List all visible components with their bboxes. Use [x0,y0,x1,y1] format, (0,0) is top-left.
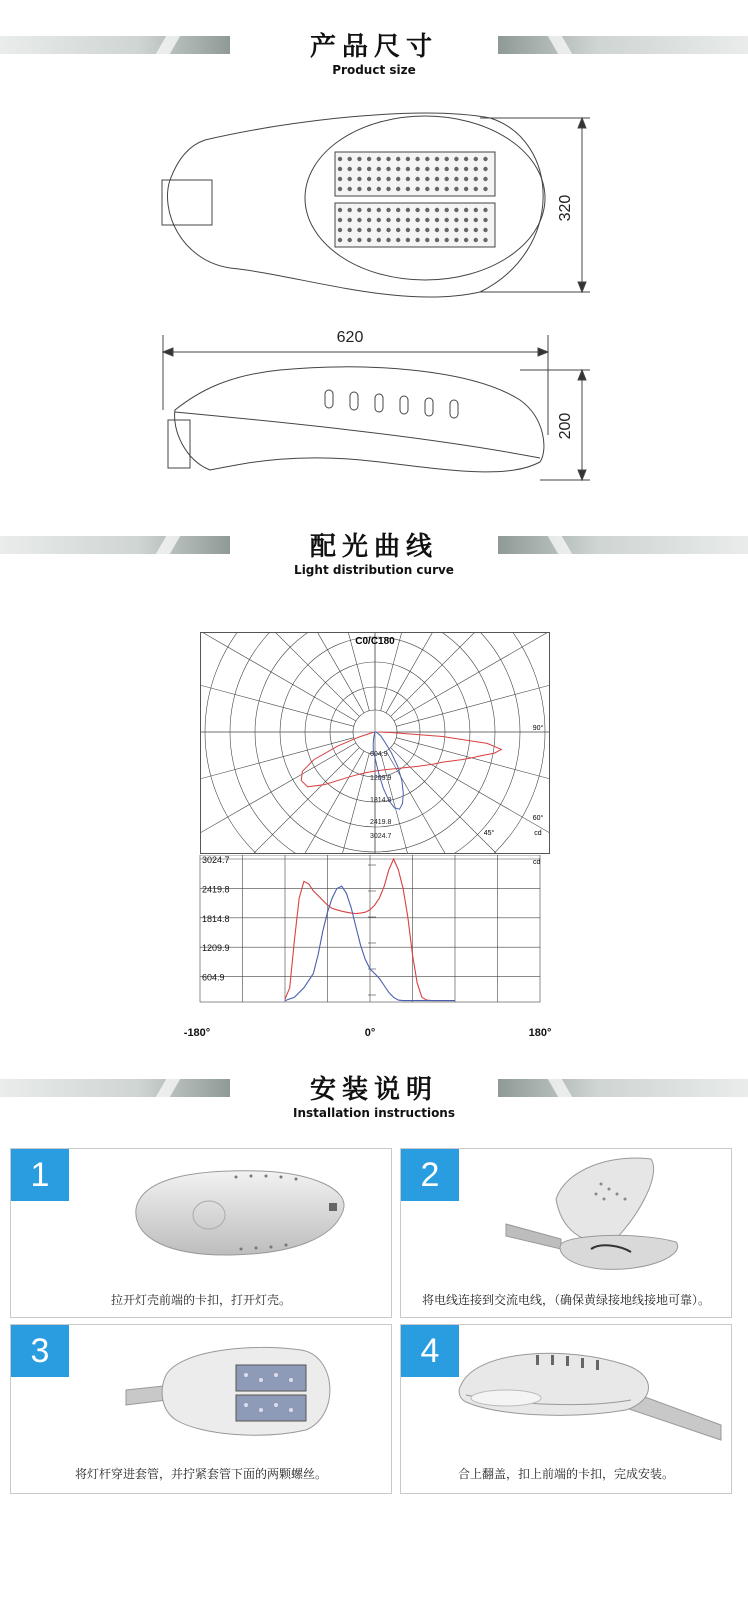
polar-title: C0/C180 [355,636,395,647]
section-title-en: Light distribution curve [294,563,454,577]
led-dot [348,238,352,242]
led-dot [406,228,410,232]
section-title-en: Product size [332,63,416,77]
led-dot [474,187,478,191]
lamp-side-view-outline [175,367,544,472]
led-dot [338,238,342,242]
led-dot [406,167,410,171]
step-caption: 拉开灯壳前端的卡扣，打开灯壳。 [110,1293,291,1307]
led-dot [464,157,468,161]
led-dot [377,238,381,242]
led-dot [425,208,429,212]
led-dot [435,208,439,212]
led-dot [396,157,400,161]
led-dot [386,187,390,191]
led-dot [396,218,400,222]
led-dot [377,167,381,171]
led-dot [425,167,429,171]
led-dot [396,177,400,181]
led-dot [377,208,381,212]
polar-unit: cd [534,830,542,837]
led-dot [425,238,429,242]
y-tick-label: 1814.8 [202,913,230,924]
led-dot [386,238,390,242]
dimension-width: 620 [336,329,364,346]
led-dot [454,218,458,222]
led-dot [474,167,478,171]
led-dot [357,157,361,161]
led-dot [348,228,352,232]
polar-ring-label: 604.9 [370,751,388,758]
section-title-cn: 配光曲线 [309,532,438,562]
led-dot [396,228,400,232]
led-dot [357,177,361,181]
dimension-depth: 320 [557,194,574,222]
led-dot [435,218,439,222]
step-number: 1 [11,1149,69,1201]
led-dot [454,228,458,232]
polar-ring-label: 1814.8 [370,797,392,804]
led-dot [454,167,458,171]
led-dot [464,208,468,212]
polar-angle-60: 60° [532,815,544,822]
polar-light-curve [200,632,550,854]
led-dot [338,228,342,232]
led-dot [415,218,419,222]
step-number: 2 [401,1149,459,1201]
led-dot [474,238,478,242]
step-panel-3 [10,1324,392,1494]
led-dot [483,187,487,191]
led-dot [338,167,342,171]
led-dot [464,238,468,242]
led-dot [386,157,390,161]
step-caption: 合上翻盖，扣上前端的卡扣，完成安装。 [457,1467,674,1481]
led-dot [396,238,400,242]
led-dot [425,177,429,181]
led-dot [357,238,361,242]
led-dot [425,187,429,191]
led-dot [483,167,487,171]
led-dot [445,157,449,161]
led-dot [435,167,439,171]
led-dot [474,208,478,212]
step-panel-2 [400,1148,732,1318]
led-dot [454,238,458,242]
led-dot [396,167,400,171]
led-dot [406,157,410,161]
section-header-installation [0,1073,748,1133]
led-dot [406,187,410,191]
step-panel-1 [10,1148,392,1318]
x-label-max: 180° [528,1027,552,1039]
led-dot [386,167,390,171]
section-title-cn: 安装说明 [309,1075,438,1105]
led-dot [367,228,371,232]
linear-light-curve [180,855,580,1045]
led-dot [367,157,371,161]
polar-angle-45: 45° [483,830,495,837]
lamp-lens-area [305,116,545,280]
step2-lamp-image [501,1154,701,1284]
y-tick-label: 1209.9 [202,943,230,954]
led-dot [367,238,371,242]
led-dot [474,157,478,161]
led-dot [348,167,352,171]
section-title-cn: 产品尺寸 [309,32,438,62]
dimension-height: 200 [557,412,574,440]
led-dot [454,208,458,212]
product-size-drawing [0,100,748,520]
led-dot [483,228,487,232]
led-dot [425,218,429,222]
led-dot [357,208,361,212]
led-dot [367,177,371,181]
step-caption: 将灯杆穿进套管，并拧紧套管下面的两颗螺丝。 [74,1467,327,1481]
polar-angle-90: 90° [532,725,544,732]
step-panel-4 [400,1324,732,1494]
section-title-en: Installation instructions [292,1106,455,1120]
led-dot [474,177,478,181]
step-number: 4 [401,1325,459,1377]
led-dot [464,177,468,181]
led-dot [445,167,449,171]
led-dot [454,177,458,181]
led-dot [445,218,449,222]
led-dot [435,228,439,232]
led-dot [406,177,410,181]
led-dot [386,177,390,181]
led-dot [435,238,439,242]
led-dot [425,157,429,161]
led-dot [357,228,361,232]
led-dot [386,228,390,232]
step-number: 3 [11,1325,69,1377]
led-dot [464,187,468,191]
led-dot [348,177,352,181]
led-dot [348,208,352,212]
led-dot [474,228,478,232]
led-dot [406,238,410,242]
led-dot [367,218,371,222]
y-tick-label: 3024.7 [202,855,230,865]
led-dot [348,157,352,161]
led-dot [338,157,342,161]
led-dot [445,228,449,232]
led-dot [464,167,468,171]
step3-lamp-image [121,1335,361,1445]
led-dot [396,187,400,191]
led-dot [483,157,487,161]
led-dot [445,208,449,212]
led-dot [348,187,352,191]
led-dot [415,208,419,212]
led-dot [435,157,439,161]
section-header-light-curve [0,530,748,590]
led-dot [415,187,419,191]
linear-unit: cd [533,859,541,866]
led-dot [464,228,468,232]
led-dot [386,218,390,222]
led-dot [348,218,352,222]
polar-ring-label: 2419.8 [370,819,392,826]
led-dot [415,238,419,242]
led-dot [406,208,410,212]
led-dot [396,208,400,212]
led-dot [464,218,468,222]
led-dot [386,208,390,212]
led-dot [377,218,381,222]
led-dot [483,208,487,212]
pole-socket [162,180,212,225]
led-dot [377,177,381,181]
x-label-min: -180° [183,1027,211,1039]
step1-lamp-image [121,1159,361,1269]
led-dot [454,157,458,161]
led-dot [377,228,381,232]
y-tick-label: 2419.8 [202,884,230,895]
led-dot [415,157,419,161]
led-dot [357,218,361,222]
led-dot [377,157,381,161]
led-dot [483,218,487,222]
led-dot [338,208,342,212]
led-dot [435,187,439,191]
led-dot [357,187,361,191]
step-caption: 将电线连接到交流电线，（确保黄绿接地线接地可靠）。 [421,1293,710,1307]
x-label-center: 0° [364,1027,376,1039]
led-dot [415,177,419,181]
led-dot [415,167,419,171]
led-dot [425,228,429,232]
y-tick-label: 604.9 [202,972,225,983]
polar-ring-label: 3024.7 [370,833,392,840]
led-dot [367,187,371,191]
section-header-product-size [0,30,748,90]
led-dot [406,218,410,222]
led-dot [377,187,381,191]
polar-ring-label: 1209.9 [370,775,392,782]
led-dot [483,177,487,181]
led-dot [367,167,371,171]
led-dot [445,177,449,181]
led-dot [474,218,478,222]
led-dot [415,228,419,232]
led-dot [338,177,342,181]
led-dot [338,187,342,191]
step4-lamp-image [456,1340,726,1450]
led-dot [435,177,439,181]
led-dot [445,187,449,191]
led-dot [357,167,361,171]
led-dot [338,218,342,222]
led-dot [483,238,487,242]
side-pole-socket [168,420,190,468]
led-dot [445,238,449,242]
led-dot [367,208,371,212]
led-dot [454,187,458,191]
